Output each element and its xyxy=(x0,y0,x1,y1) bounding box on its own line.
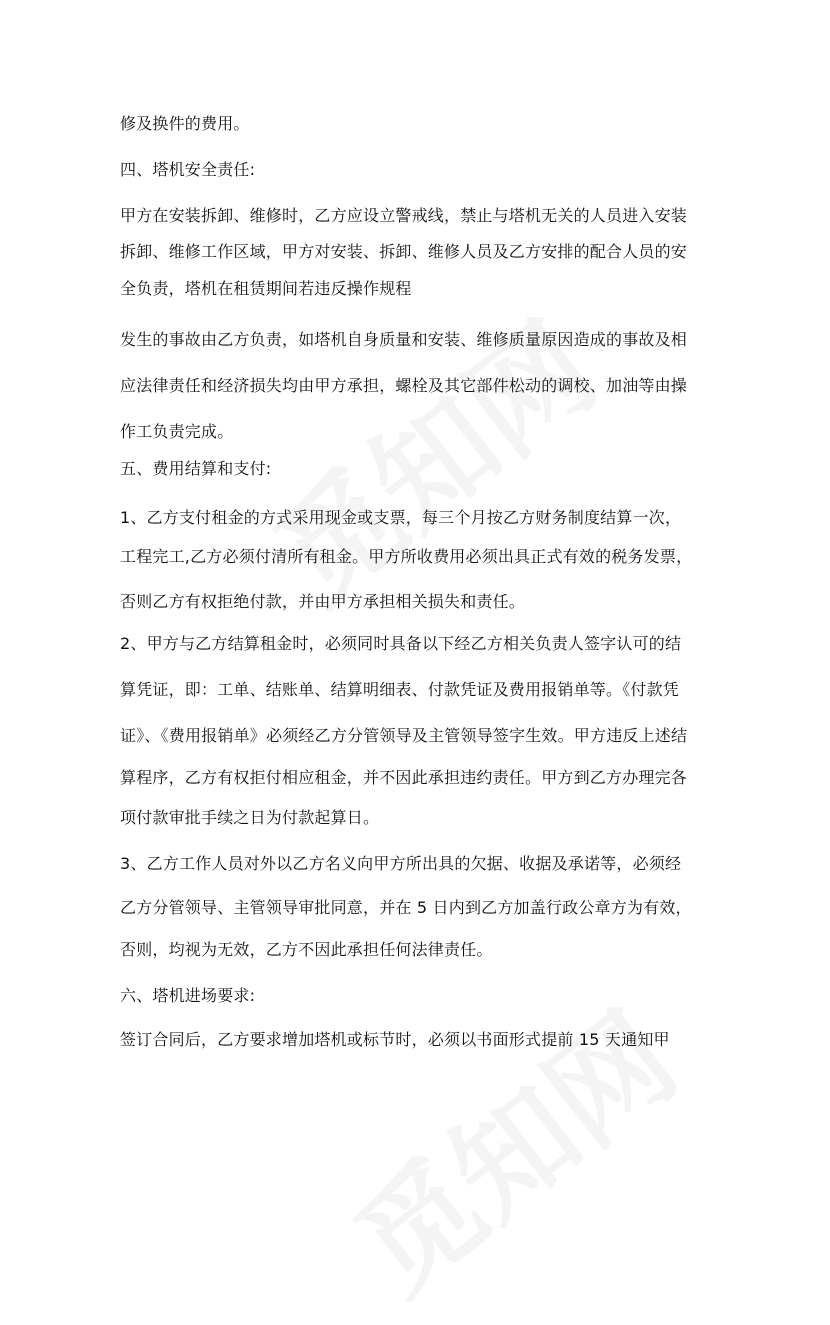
watermark-lower xyxy=(315,967,705,1324)
text-line: 2、甲方与乙方结算租金时，必须同时具备以下经乙方相关负责人签字认可的结 xyxy=(120,634,682,653)
text-line: 证》、《费用报销单》必须经乙方分管领导及主管领导签字生效。甲方违反上述结 xyxy=(120,726,688,745)
text-line: 应法律责任和经济损失均由甲方承担，螺栓及其它部件松动的调校、加油等由操 xyxy=(120,376,688,395)
text-line: 作工负责完成。 xyxy=(120,422,234,441)
text-line: 项付款审批手续之日为付款起算日。 xyxy=(120,808,380,827)
text-line: 全负责，塔机在租赁期间若违反操作规程 xyxy=(120,279,412,298)
text-line: 发生的事故由乙方负责，如塔机自身质量和安装、维修质量原因造成的事故及相 xyxy=(120,330,688,349)
text-line: 拆卸、维修工作区域，甲方对安装、拆卸、维修人员及乙方安排的配合人员的安 xyxy=(120,242,688,261)
text-line: 否则，均视为无效，乙方不因此承担任何法律责任。 xyxy=(120,940,493,959)
text-line: 否则乙方有权拒绝付款，并由甲方承担相关损失和责任。 xyxy=(120,592,526,611)
text-line: 修及换件的费用。 xyxy=(120,114,250,133)
section-heading: 六、塔机进场要求: xyxy=(120,986,256,1005)
text-line: 工程完工,乙方必须付清所有租金。甲方所收费用必须出具正式有效的税务发票， xyxy=(120,547,693,566)
section-heading: 五、费用结算和支付: xyxy=(120,459,272,478)
text-line: 1、乙方支付租金的方式采用现金或支票，每三个月按乙方财务制度结算一次， xyxy=(120,508,682,527)
text-line: 算程序，乙方有权拒付相应租金，并不因此承担违约责任。甲方到乙方办理完各 xyxy=(120,768,688,787)
text-line: 甲方在安装拆卸、维修时，乙方应设立警戒线，禁止与塔机无关的人员进入安装 xyxy=(120,206,688,225)
text-line: 算凭证，即：工单、结账单、结算明细表、付款凭证及费用报销单等。《付款凭 xyxy=(120,680,680,699)
text-line: 签订合同后，乙方要求增加塔机或标节时，必须以书面形式提前 15 天通知甲 xyxy=(120,1030,670,1049)
text-line: 3、乙方工作人员对外以乙方名义向甲方所出具的欠据、收据及承诺等，必须经 xyxy=(120,854,682,873)
text-line: 乙方分管领导、主管领导审批同意，并在 5 日内到乙方加盖行政公章方为有效， xyxy=(120,898,692,917)
section-heading: 四、塔机安全责任: xyxy=(120,160,256,179)
